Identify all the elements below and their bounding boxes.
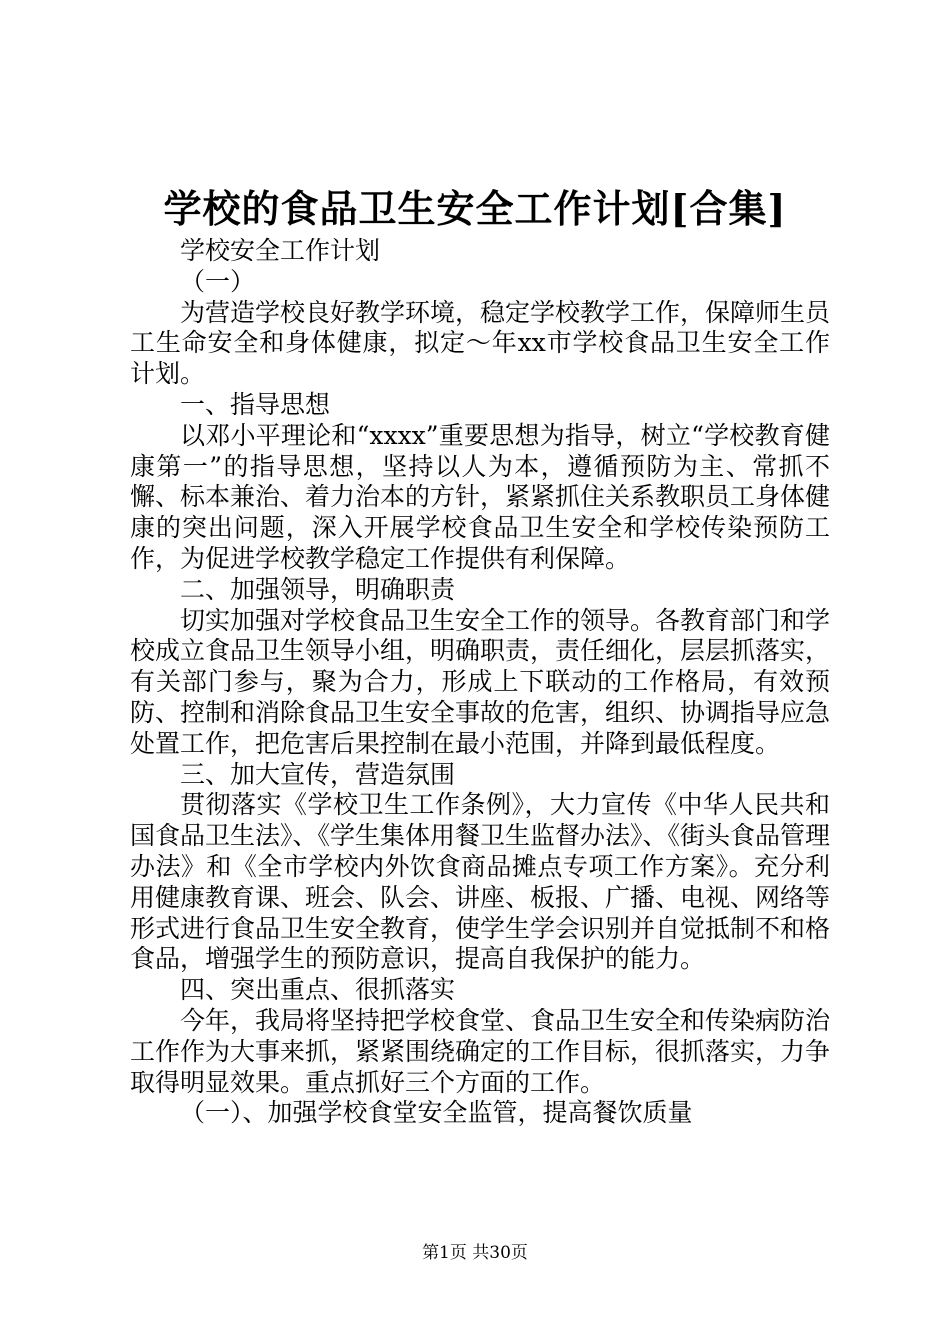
- body-paragraph: 贯彻落实《学校卫生工作条例》，大力宣传《中华人民共和国食品卫生法》、《学生集体用餐卫生监督办法》、《街头食品管理办法》和《全市学校内外饮食商品摊点专项工作方案》。充分利用健康教育课、班会、队会、讲座、板报、广播、电视、网络等形式进行食品卫生安全教育，使学生学会识别并自觉抵制不和格食品，增强学生的预防意识，提高自我保护的能力。: [130, 790, 831, 974]
- document-body: [130, 236, 830, 1129]
- document-title: 学校的食品卫生安全工作计划[合集]: [163, 186, 787, 231]
- body-paragraph: 为营造学校良好教学环境，稳定学校教学工作，保障师生员工生命安全和身体健康，拟定～年xx市学校食品卫生安全工作计划。: [130, 297, 831, 389]
- section-heading: （一）: [180, 266, 256, 296]
- section-heading: 二、加强领导，明确职责: [180, 574, 456, 604]
- body-paragraph: 切实加强对学校食品卫生安全工作的领导。各教育部门和学校成立食品卫生领导小组，明确职责，责任细化，层层抓落实，有关部门参与，聚为合力，形成上下联动的工作格局，有效预防、控制和消除食品卫生安全事故的危害，组织、协调指导应急处置工作，把危害后果控制在最小范围，并降到最低程度。: [130, 605, 831, 758]
- subsection-heading: （一）、加强学校食堂安全监管，提高餐饮质量: [180, 1098, 693, 1128]
- body-paragraph: 以邓小平理论和“xxxx”重要思想为指导，树立“学校教育健康第一”的指导思想，坚持以人为本，遵循预防为主、常抓不懈、标本兼治、着力治本的方针，紧紧抓住关系教职员工身体健康的突出问题，深入开展学校食品卫生安全和学校传染预防工作，为促进学校教学稳定工作提供有利保障。: [130, 420, 831, 573]
- page-number-footer: 第1页 共30页: [422, 1243, 528, 1263]
- section-heading: 四、突出重点、很抓落实: [180, 975, 456, 1005]
- section-heading: 三、加大宣传，营造氛围: [180, 759, 456, 789]
- body-paragraph: 今年，我局将坚持把学校食堂、食品卫生安全和传染病防治工作作为大事来抓，紧紧围绕确定的工作目标，很抓落实，力争取得明显效果。重点抓好三个方面的工作。: [130, 1005, 831, 1097]
- section-heading: 学校安全工作计划: [180, 236, 381, 265]
- section-heading: 一、指导思想: [180, 389, 331, 419]
